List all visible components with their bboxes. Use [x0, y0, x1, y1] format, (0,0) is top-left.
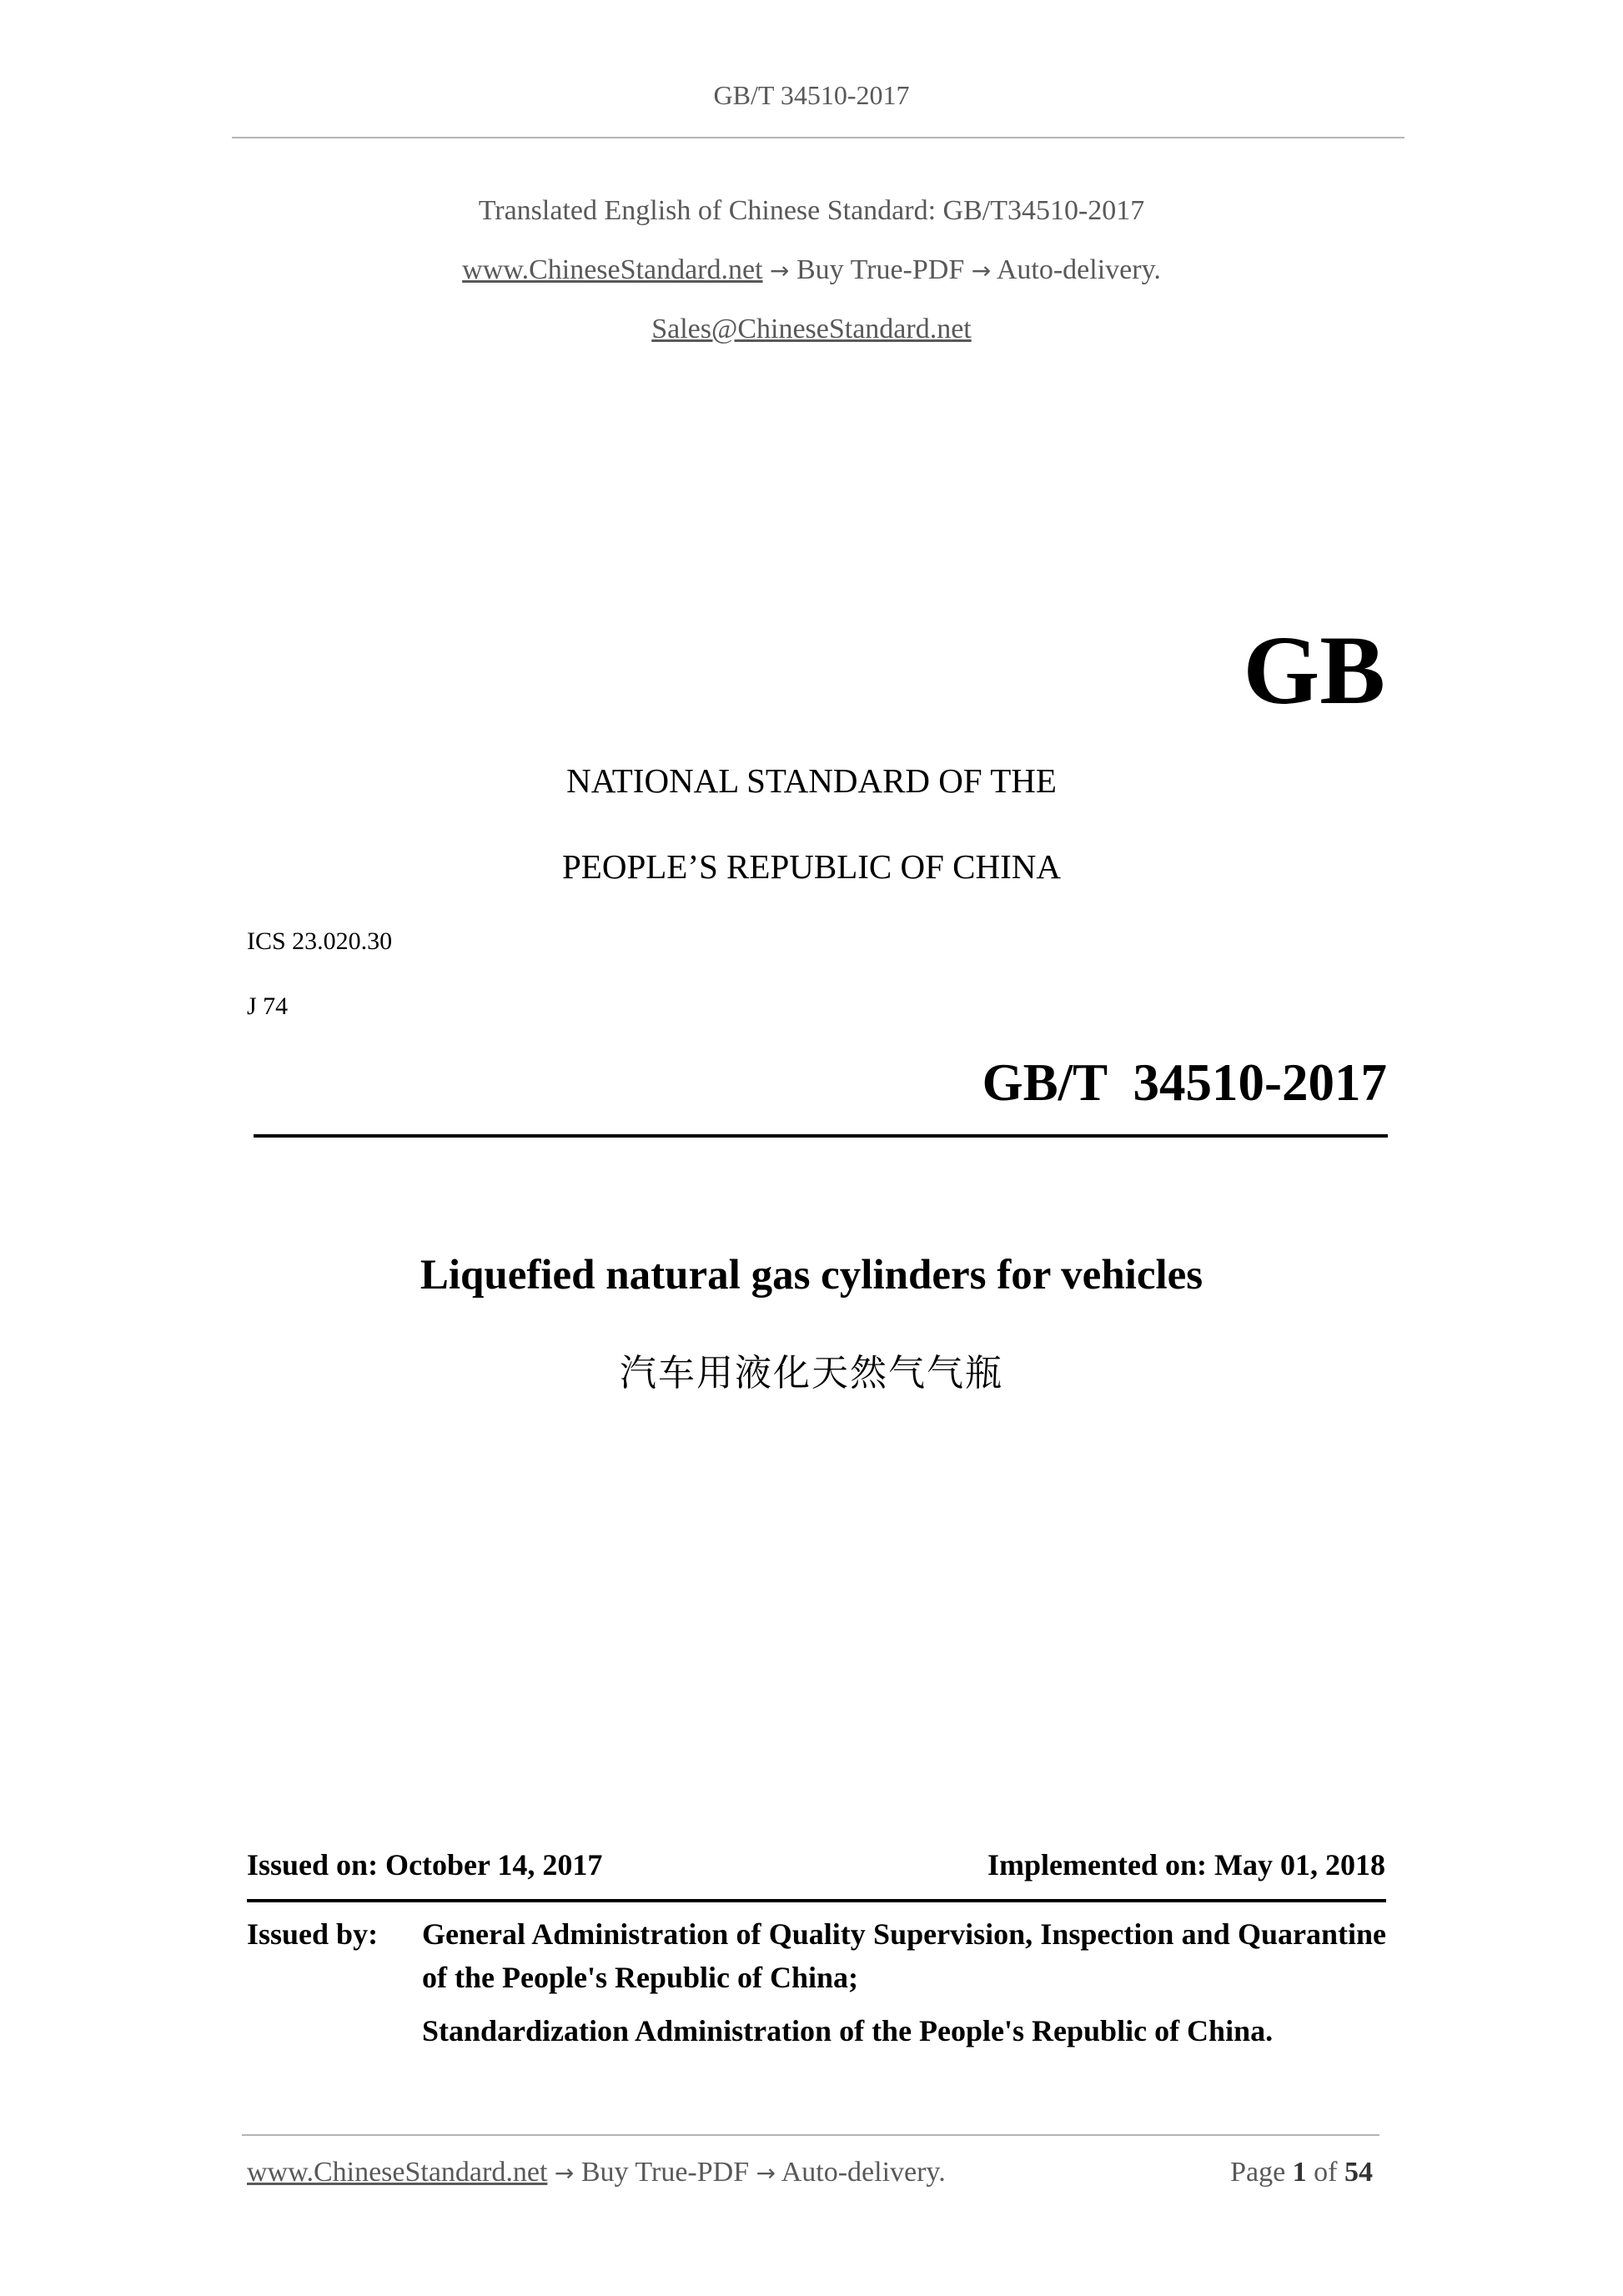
header-divider	[232, 137, 1404, 138]
translation-notice: Translated English of Chinese Standard: GB/T34510-2017	[478, 195, 1145, 226]
page-word: Page	[1230, 2157, 1286, 2188]
national-standard-line1: NATIONAL STANDARD OF THE	[566, 761, 1057, 800]
national-standard-line2: PEOPLE’S REPUBLIC OF CHINA	[562, 847, 1061, 886]
title-english: Liquefied natural gas cylinders for vehicles	[420, 1252, 1203, 1299]
page-current: 1	[1292, 2157, 1307, 2188]
page-total: 54	[1344, 2157, 1373, 2188]
issued-on-date: Issued on: October 14, 2017	[247, 1848, 603, 1882]
of-word: of	[1314, 2157, 1338, 2188]
sales-email-link[interactable]: Sales@ChineseStandard.net	[651, 314, 972, 344]
gb-mark: GB	[1243, 615, 1385, 725]
issued-by-block	[247, 1912, 1386, 2052]
page-indicator	[1230, 2157, 1373, 2188]
site-link[interactable]: www.ChineseStandard.net	[462, 254, 763, 285]
right-arrow-icon: →	[770, 257, 790, 284]
classification-code: J 74	[247, 992, 289, 1020]
purchase-line	[0, 254, 1623, 286]
right-arrow-icon: →	[554, 2159, 575, 2187]
right-arrow-icon: →	[756, 2159, 776, 2187]
issuer-org-1: General Administration of Quality Supervision, Inspection and Quarantine of the People's Republic of China;	[422, 1917, 1386, 1994]
ics-code: ICS 23.020.30	[247, 927, 393, 955]
running-header: GB/T 34510-2017	[713, 80, 910, 110]
footer-divider	[242, 2134, 1379, 2136]
footer-delivery-text: Auto-delivery.	[781, 2157, 946, 2188]
right-arrow-icon: →	[971, 257, 992, 284]
issued-by-label: Issued by:	[247, 1917, 379, 1951]
footer-site-link[interactable]: www.ChineseStandard.net	[247, 2157, 548, 2188]
buy-text: Buy True-PDF	[796, 254, 965, 285]
delivery-text: Auto-delivery.	[996, 254, 1161, 285]
implemented-on-date: Implemented on: May 01, 2018	[987, 1848, 1385, 1882]
footer-purchase-line	[247, 2157, 946, 2188]
standard-number: GB/T 34510-2017	[982, 1053, 1387, 1112]
footer-buy-text: Buy True-PDF	[580, 2157, 750, 2188]
email-line	[0, 314, 1623, 345]
dates-rule	[247, 1899, 1386, 1902]
title-chinese: 汽车用液化天然气气瓶	[620, 1352, 1003, 1394]
standard-number-rule	[254, 1134, 1388, 1138]
issuer-org-2: Standardization Administration of the People's Republic of China.	[422, 2014, 1274, 2047]
